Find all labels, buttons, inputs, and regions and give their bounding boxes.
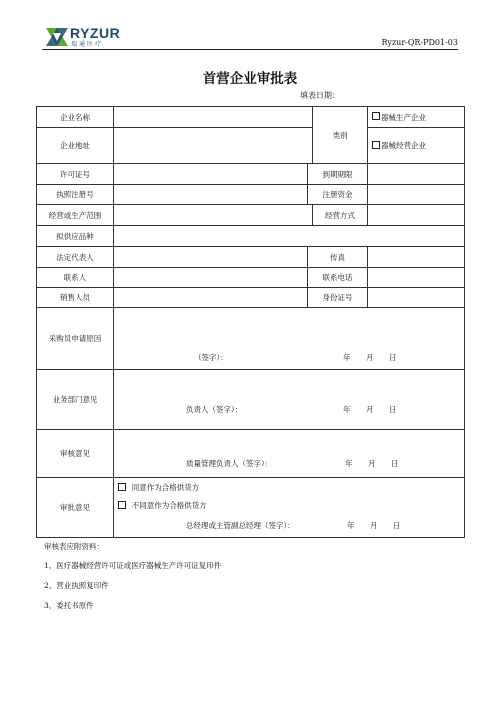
label-business-reg-no: 执照注册号 bbox=[37, 185, 114, 205]
field-business-reg-no[interactable] bbox=[114, 185, 308, 205]
label-fax: 传真 bbox=[308, 247, 368, 268]
field-review-opinion[interactable] bbox=[114, 430, 465, 478]
field-reg-capital[interactable] bbox=[368, 185, 465, 205]
label-company-name: 企业名称 bbox=[37, 107, 114, 128]
field-approval-opinion[interactable] bbox=[114, 478, 465, 538]
label-id-no: 身份证号 bbox=[308, 288, 368, 308]
checkbox-icon bbox=[372, 112, 380, 120]
label-review-opinion: 审核意见 bbox=[37, 430, 114, 478]
logo-name: RYZUR bbox=[70, 25, 121, 41]
field-legal-rep[interactable] bbox=[114, 247, 308, 268]
field-sales-staff[interactable] bbox=[114, 288, 308, 308]
header-divider bbox=[42, 49, 458, 50]
label-company-address: 企业地址 bbox=[37, 128, 114, 164]
approval-form bbox=[36, 106, 465, 538]
label-contact: 联系人 bbox=[37, 268, 114, 288]
label-business-scope: 经营或生产范围 bbox=[37, 205, 114, 226]
label-reg-capital: 注册资金 bbox=[308, 185, 368, 205]
label-supply-varieties: 拟供应品种 bbox=[37, 226, 114, 247]
document-code: Ryzur-QR-PD01-03 bbox=[381, 38, 458, 47]
attachment-item: 1、医疗器械经营许可证或医疗器械生产许可证复印件 bbox=[44, 561, 222, 570]
field-fax[interactable] bbox=[368, 247, 465, 268]
field-supply-varieties[interactable] bbox=[114, 226, 465, 247]
logo-subtitle: 瑞通医疗 bbox=[71, 42, 104, 48]
option-disagree[interactable]: 不同意作为合格供货方 bbox=[118, 500, 207, 511]
fill-date-label: 填表日期： bbox=[300, 91, 340, 100]
field-business-mode[interactable] bbox=[368, 205, 465, 226]
year-label: 年 bbox=[343, 405, 351, 414]
month-label: 月 bbox=[366, 353, 374, 362]
label-dept-opinion: 业务部门意见 bbox=[37, 370, 114, 430]
field-license-no[interactable] bbox=[114, 164, 308, 185]
month-label: 月 bbox=[370, 521, 378, 530]
field-company-address[interactable] bbox=[114, 128, 313, 164]
field-dept-opinion[interactable] bbox=[114, 370, 465, 430]
label-category: 类别 bbox=[313, 107, 368, 164]
option-agree[interactable]: 同意作为合格供货方 bbox=[118, 482, 199, 493]
year-label: 年 bbox=[345, 459, 353, 468]
day-label: 日 bbox=[389, 405, 397, 414]
sign-label: 质量管理负责人（签字）： bbox=[186, 459, 273, 468]
attachment-item: 3、委托书原件 bbox=[44, 601, 94, 610]
checkbox-icon bbox=[372, 141, 380, 149]
sign-label: 负责人（签字）： bbox=[186, 405, 243, 414]
field-id-no[interactable] bbox=[368, 288, 465, 308]
year-label: 年 bbox=[347, 521, 355, 530]
checkbox-icon bbox=[118, 483, 126, 491]
sign-label: 总经理或主管副总经理（签字）： bbox=[186, 521, 295, 530]
label-sales-staff: 销售人员 bbox=[37, 288, 114, 308]
field-purchaser-reason[interactable] bbox=[114, 308, 465, 370]
label-contact-phone: 联系电话 bbox=[308, 268, 368, 288]
field-company-name[interactable] bbox=[114, 107, 313, 128]
label-approval-opinion: 审批意见 bbox=[37, 478, 114, 538]
category-option-distributor[interactable]: 器械经营企业 bbox=[368, 128, 465, 164]
attachments-heading: 审核表应附资料： bbox=[44, 542, 104, 551]
sign-label: （签字）： bbox=[194, 353, 228, 362]
year-label: 年 bbox=[343, 353, 351, 362]
category-option-manufacturer[interactable]: 器械生产企业 bbox=[368, 107, 465, 128]
label-legal-rep: 法定代表人 bbox=[37, 247, 114, 268]
day-label: 日 bbox=[393, 521, 401, 530]
month-label: 月 bbox=[366, 405, 374, 414]
label-expiry: 到期期限 bbox=[308, 164, 368, 185]
field-contact[interactable] bbox=[114, 268, 308, 288]
attachment-item: 2、营业执照复印件 bbox=[44, 581, 109, 590]
field-expiry[interactable] bbox=[368, 164, 465, 185]
page-title: 首营企业审批表 bbox=[202, 71, 298, 87]
label-purchaser-reason: 采购员申请原因 bbox=[37, 308, 114, 370]
checkbox-icon bbox=[118, 501, 126, 509]
day-label: 日 bbox=[391, 459, 399, 468]
field-contact-phone[interactable] bbox=[368, 268, 465, 288]
month-label: 月 bbox=[368, 459, 376, 468]
day-label: 日 bbox=[389, 353, 397, 362]
field-business-scope[interactable] bbox=[114, 205, 313, 226]
label-business-mode: 经营方式 bbox=[313, 205, 368, 226]
label-license-no: 许可证号 bbox=[37, 164, 114, 185]
